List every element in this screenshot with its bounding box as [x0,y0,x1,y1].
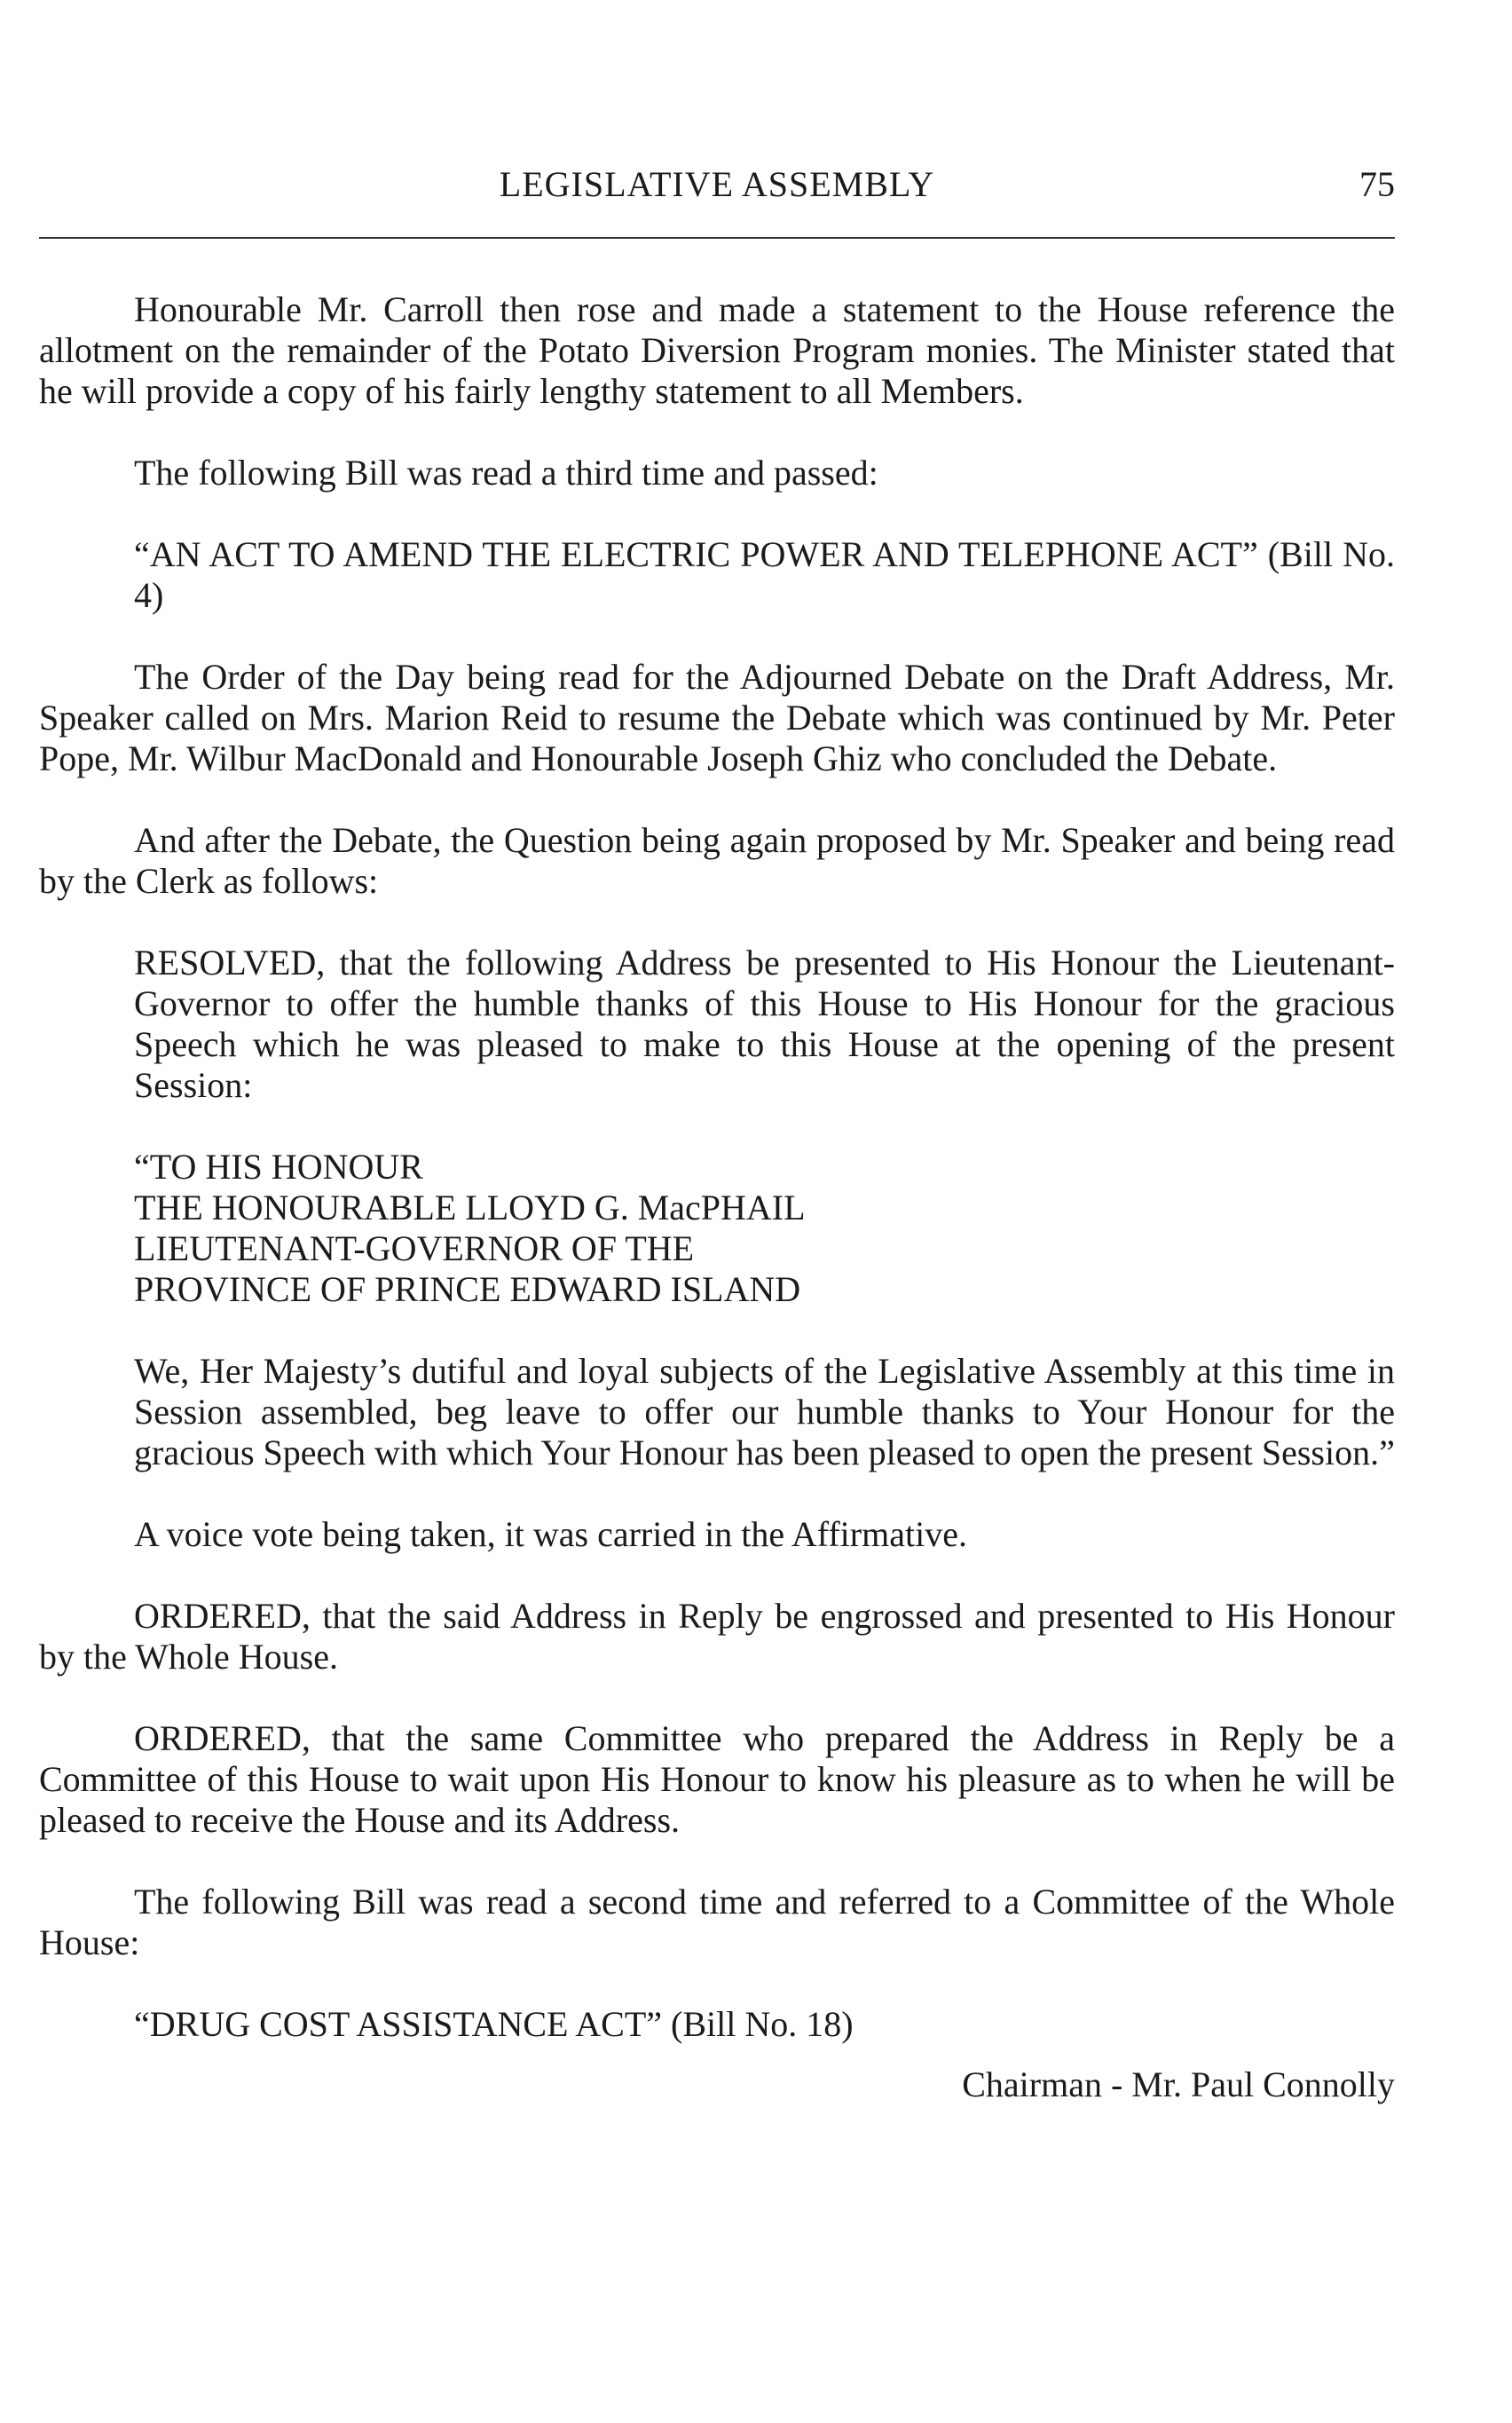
address-line: PROVINCE OF PRINCE EDWARD ISLAND [134,1269,801,1309]
address-heading [134,1147,1395,1310]
address-line: LIEUTENANT-GOVERNOR OF THE [134,1228,695,1268]
second-reading-paragraph: The following Bill was read a second time and referred to a Committee of the Whole House: [39,1882,1395,1962]
header-rule [39,237,1395,239]
page-body [39,289,1395,2105]
resolution-paragraph: RESOLVED, that the following Address be presented to His Honour the Lieutenant-Governor to offer the humble thanks of this House to His Honour for the gracious Speech which he was pleased to make to this House at the opening of the present Session: [134,943,1395,1105]
chairman-text: Chairman - Mr. Paul Connolly [962,2064,1395,2104]
running-title: LEGISLATIVE ASSEMBLY [499,164,935,204]
bill-4-title: “AN ACT TO AMEND THE ELECTRIC POWER AND TELEPHONE ACT” (Bill No. 4) [134,534,1395,615]
committee-paragraph: ORDERED, that the same Committee who prepared the Address in Reply be a Committee of this House to wait upon His Honour to know his pleasure as to when he will be pleased to receive the House and its Address. [39,1718,1395,1840]
chairman-line [39,2064,1395,2105]
page-header [39,164,1395,204]
address-line: THE HONOURABLE LLOYD G. MacPHAIL [134,1188,806,1227]
voice-vote-paragraph: A voice vote being taken, it was carried in the Affirmative. [134,1514,967,1554]
debate-paragraph: The Order of the Day being read for the Adjourned Debate on the Draft Address, Mr. Speaker called on Mrs. Marion Reid to resume the Debate which was continued by Mr. Peter Pope, Mr. Wilbur MacDonald and Honourable Joseph Ghiz who concluded the Debate. [39,657,1395,778]
address-line: “TO HIS HONOUR [134,1147,423,1187]
question-paragraph: And after the Debate, the Question being again proposed by Mr. Speaker and being read by the Clerk as follows: [39,820,1395,901]
page-number: 75 [1359,164,1395,204]
statement-paragraph: Honourable Mr. Carroll then rose and made a statement to the House reference the allotment on the remainder of the Potato Diversion Program monies. The Minister stated that he will provide a copy of his fairly lengthy statement to all Members. [39,289,1395,411]
third-reading-paragraph: The following Bill was read a third time and passed: [134,453,878,493]
bill-18-title: “DRUG COST ASSISTANCE ACT” (Bill No. 18) [134,2004,854,2044]
address-paragraph: We, Her Majesty’s dutiful and loyal subjects of the Legislative Assembly at this time in Session assembled, beg leave to offer our humble thanks to Your Honour for the gracious Speech with which Your Honour has been pleased to open the present Session.” [134,1351,1395,1472]
ordered-paragraph: ORDERED, that the said Address in Reply be engrossed and presented to His Honour by the Whole House. [39,1596,1395,1677]
